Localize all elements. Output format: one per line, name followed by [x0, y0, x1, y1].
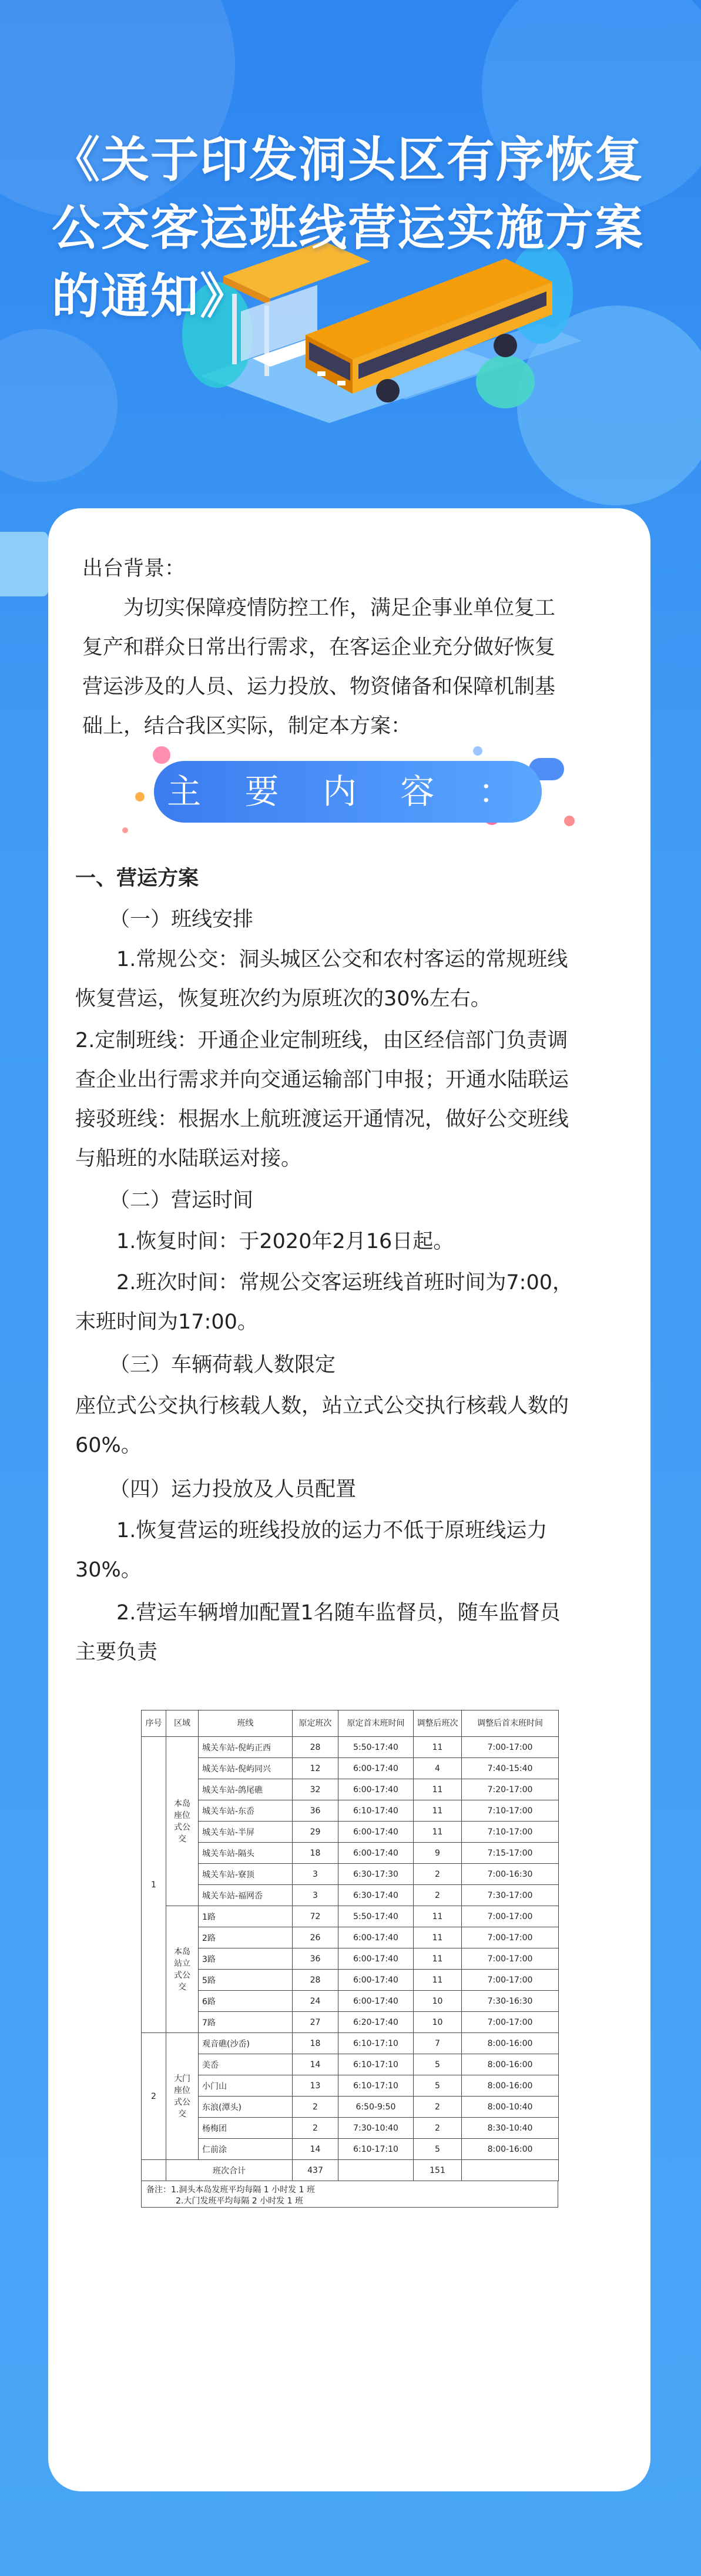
table-row [142, 1948, 559, 1970]
table-cell: 5 [414, 2075, 462, 2097]
table-cell: 18 [293, 1843, 338, 1864]
table-cell: 7:00-17:00 [462, 1737, 559, 1758]
table-row [142, 2097, 559, 2118]
side-tab-decoration [0, 532, 48, 596]
table-cell: 11 [414, 1800, 462, 1822]
table-cell: 6:00-17:40 [338, 1927, 414, 1948]
table-cell: 11 [414, 1737, 462, 1758]
header [0, 0, 701, 505]
table-cell: 11 [414, 1822, 462, 1843]
table-header-cell: 班线 [199, 1710, 293, 1737]
table-cell: 7 [414, 2033, 462, 2054]
table-header-cell: 原定首末班时间 [338, 1710, 414, 1737]
table-header-row [142, 1710, 559, 1737]
table-cell: 32 [293, 1779, 338, 1800]
title-line: 《关于印发洞头区有序恢复 [52, 132, 645, 188]
table-cell: 7:30-17:00 [462, 1885, 559, 1906]
route-cell: 东浪(潭头) [199, 2097, 293, 2118]
table-row [142, 2118, 559, 2139]
table-cell: 10 [414, 1991, 462, 2012]
table-cell: 6:00-17:40 [338, 1991, 414, 2012]
table-cell: 8:00-16:00 [462, 2139, 559, 2160]
route-cell: 城关车站-东岙 [199, 1800, 293, 1822]
paragraph: 座位式公交执行核载人数，站立式公交执行核载人数的60%。 [75, 1394, 569, 1457]
paragraph: 2.定制班线：开通企业定制班线，由区经信部门负责调查企业出行需求并向交通运输部门申报；开通水陆联运接驳班线：根据水上航班渡运开通情况，做好公交班线与船班的水陆联运对接。 [75, 1029, 569, 1170]
table-cell: 3 [293, 1864, 338, 1885]
subheading: （一）班线安排 [109, 908, 254, 931]
route-cell: 美岙 [199, 2054, 293, 2075]
table-cell: 11 [414, 1779, 462, 1800]
background-label: 出台背景： [82, 557, 186, 581]
table-cell: 9 [414, 1843, 462, 1864]
table-row [142, 1800, 559, 1822]
table-header-cell: 调整后班次 [414, 1710, 462, 1737]
paragraph: 1.恢复营运的班线投放的运力不低于原班线运力30%。 [75, 1519, 548, 1582]
table-row [142, 1779, 559, 1800]
table-cell: 6:00-17:40 [338, 1970, 414, 1991]
table-cell: 14 [293, 2139, 338, 2160]
decor-dot [473, 746, 482, 756]
route-cell: 1路 [199, 1906, 293, 1927]
table-row [142, 1991, 559, 2012]
table-cell: 5 [414, 2054, 462, 2075]
table-cell: 8:00-10:40 [462, 2097, 559, 2118]
table-cell: 2 [414, 2118, 462, 2139]
route-cell: 2路 [199, 1927, 293, 1948]
table-cell: 6:10-17:10 [338, 2075, 414, 2097]
paragraph: 1.恢复时间：于2020年2月16日起。 [116, 1230, 454, 1253]
route-cell: 7路 [199, 2012, 293, 2033]
table-total-row [142, 2160, 559, 2181]
paragraph: 2.班次时间：常规公交客运班线首班时间为7:00，末班时间为17:00。 [75, 1271, 573, 1334]
section-heading: 一、营运方案 [75, 867, 199, 890]
table-note [141, 2181, 558, 2208]
table-row [142, 1864, 559, 1885]
table-row [142, 1906, 559, 1927]
table-cell: 29 [293, 1822, 338, 1843]
table-header-cell: 区域 [166, 1710, 199, 1737]
route-cell: 仁前涂 [199, 2139, 293, 2160]
table-cell: 7:00-17:00 [462, 1906, 559, 1927]
table-cell: 4 [414, 1758, 462, 1779]
table-row [142, 1843, 559, 1864]
table-header-cell: 原定班次 [293, 1710, 338, 1737]
table-row [142, 2054, 559, 2075]
table-cell: 11 [414, 1948, 462, 1970]
decor-blob [0, 329, 118, 482]
table-cell: 7:00-17:00 [462, 2012, 559, 2033]
table-cell: 72 [293, 1906, 338, 1927]
route-cell: 城关车站-福网岙 [199, 1885, 293, 1906]
table-row [142, 2012, 559, 2033]
table-cell: 24 [293, 1991, 338, 2012]
table-cell: 26 [293, 1927, 338, 1948]
table-cell: 7:00-17:00 [462, 1970, 559, 1991]
route-cell: 3路 [199, 1948, 293, 1970]
table-cell: 7:00-17:00 [462, 1948, 559, 1970]
background-text: 为切实保障疫情防控工作，满足企事业单位复工复产和群众日常出行需求，在客运企业充分做好恢复营运涉及的人员、运力投放、物资储备和保障机制基础上，结合我区实际，制定本方案： [82, 596, 556, 738]
note-line: 备注：1.洞头本岛发班平均每隔 1 小时发 1 班 [146, 2185, 315, 2195]
table-cell: 11 [414, 1927, 462, 1948]
table-cell: 7:30-10:40 [338, 2118, 414, 2139]
table-row [142, 1822, 559, 1843]
table-row [142, 1758, 559, 1779]
table-row [142, 1737, 559, 1758]
route-cell: 6路 [199, 1991, 293, 2012]
group-number-cell: 1 [142, 1737, 166, 2033]
table-cell: 36 [293, 1948, 338, 1970]
table-cell: 28 [293, 1970, 338, 1991]
table-cell: 5:50-17:40 [338, 1906, 414, 1927]
table-cell: 6:10-17:10 [338, 2054, 414, 2075]
total-label-cell: 班次合计 [166, 2160, 293, 2181]
paragraph: 2.营运车辆增加配置1名随车监督员，随车监督员主要负责 [75, 1601, 561, 1664]
total-adjusted-cell: 151 [414, 2160, 462, 2181]
schedule-table-wrap [141, 1710, 558, 2208]
table-cell: 7:10-17:00 [462, 1800, 559, 1822]
route-cell: 5路 [199, 1970, 293, 1991]
route-cell: 城关车站-半屏 [199, 1822, 293, 1843]
table-cell: 14 [293, 2054, 338, 2075]
route-cell: 城关车站-隔头 [199, 1843, 293, 1864]
table-cell: 6:10-17:10 [338, 2033, 414, 2054]
table-cell: 6:00-17:40 [338, 1822, 414, 1843]
table-cell [142, 2160, 166, 2181]
table-cell: 10 [414, 2012, 462, 2033]
table-cell: 2 [414, 1885, 462, 1906]
table-cell: 6:10-17:40 [338, 1800, 414, 1822]
table-cell: 2 [414, 2097, 462, 2118]
table-row [142, 1885, 559, 1906]
route-cell: 杨梅团 [199, 2118, 293, 2139]
table-cell: 6:20-17:40 [338, 2012, 414, 2033]
table-cell: 2 [293, 2097, 338, 2118]
title-line: 公交客运班线营运实施方案 [52, 200, 645, 256]
section-banner [118, 746, 588, 840]
table-cell: 6:00-17:40 [338, 1948, 414, 1970]
table-cell: 12 [293, 1758, 338, 1779]
group-number-cell: 2 [142, 2033, 166, 2160]
table-cell: 6:00-17:40 [338, 1758, 414, 1779]
route-cell: 小门山 [199, 2075, 293, 2097]
banner-label: 主 要 内 容 ： [154, 761, 542, 823]
table-cell: 6:00-17:40 [338, 1779, 414, 1800]
table-cell: 27 [293, 2012, 338, 2033]
table-cell: 11 [414, 1970, 462, 1991]
table-cell: 3 [293, 1885, 338, 1906]
table-cell: 13 [293, 2075, 338, 2097]
region-cell: 本岛座位式公交 [166, 1737, 199, 1906]
region-cell: 本岛站立式公交 [166, 1906, 199, 2033]
route-cell: 观音礁(沙岙) [199, 2033, 293, 2054]
table-cell: 7:20-17:00 [462, 1779, 559, 1800]
table-cell: 11 [414, 1906, 462, 1927]
table-header-cell: 序号 [142, 1710, 166, 1737]
table-cell: 6:30-17:30 [338, 1864, 414, 1885]
table-cell: 5 [414, 2139, 462, 2160]
page-title [52, 126, 663, 331]
decor-dot [564, 816, 575, 826]
table-cell: 7:00-17:00 [462, 1927, 559, 1948]
route-cell: 城关车站-倪屿同兴 [199, 1758, 293, 1779]
table-cell [338, 2160, 414, 2181]
table-cell: 8:00-16:00 [462, 2054, 559, 2075]
note-line: 2.大门发班平均每隔 2 小时发 1 班 [176, 2196, 303, 2206]
region-cell: 大门座位式公交 [166, 2033, 199, 2160]
paragraph: 1.常规公交：洞头城区公交和农村客运的常规班线恢复营运，恢复班次约为原班次的30%左右。 [75, 948, 568, 1011]
table-cell: 18 [293, 2033, 338, 2054]
route-cell: 城关车站-寮顶 [199, 1864, 293, 1885]
table-cell: 28 [293, 1737, 338, 1758]
table-cell: 5:50-17:40 [338, 1737, 414, 1758]
table-cell: 6:10-17:10 [338, 2139, 414, 2160]
table-cell: 2 [414, 1864, 462, 1885]
subheading: （四）运力投放及人员配置 [109, 1478, 357, 1501]
table-body [142, 1737, 559, 2181]
table-cell: 7:30-16:30 [462, 1991, 559, 2012]
table-cell: 6:30-17:40 [338, 1885, 414, 1906]
table-cell: 6:00-17:40 [338, 1843, 414, 1864]
table-cell: 8:30-10:40 [462, 2118, 559, 2139]
table-cell: 7:00-16:30 [462, 1864, 559, 1885]
table-row [142, 1927, 559, 1948]
table-cell: 8:00-16:00 [462, 2033, 559, 2054]
table-header-cell: 调整后首末班时间 [462, 1710, 559, 1737]
table-cell: 7:15-17:00 [462, 1843, 559, 1864]
table-cell [462, 2160, 559, 2181]
table-row [142, 2139, 559, 2160]
table-cell: 8:00-16:00 [462, 2075, 559, 2097]
table-row [142, 2033, 559, 2054]
table-cell: 6:50-9:50 [338, 2097, 414, 2118]
table-cell: 2 [293, 2118, 338, 2139]
decor-dot [153, 746, 170, 764]
table-cell: 7:10-17:00 [462, 1822, 559, 1843]
schedule-table [141, 1710, 559, 2181]
decor-dot [122, 827, 128, 833]
table-cell: 7:40-15:40 [462, 1758, 559, 1779]
table-row [142, 1970, 559, 1991]
route-cell: 城关车站-鸽尾礁 [199, 1779, 293, 1800]
route-cell: 城关车站-倪屿正西 [199, 1737, 293, 1758]
subheading: （二）营运时间 [109, 1189, 254, 1212]
table-cell: 36 [293, 1800, 338, 1822]
total-original-cell: 437 [293, 2160, 338, 2181]
decor-dot [135, 792, 145, 801]
title-line: 的通知》 [52, 269, 250, 324]
table-row [142, 2075, 559, 2097]
subheading: （三）车辆荷载人数限定 [109, 1353, 336, 1377]
